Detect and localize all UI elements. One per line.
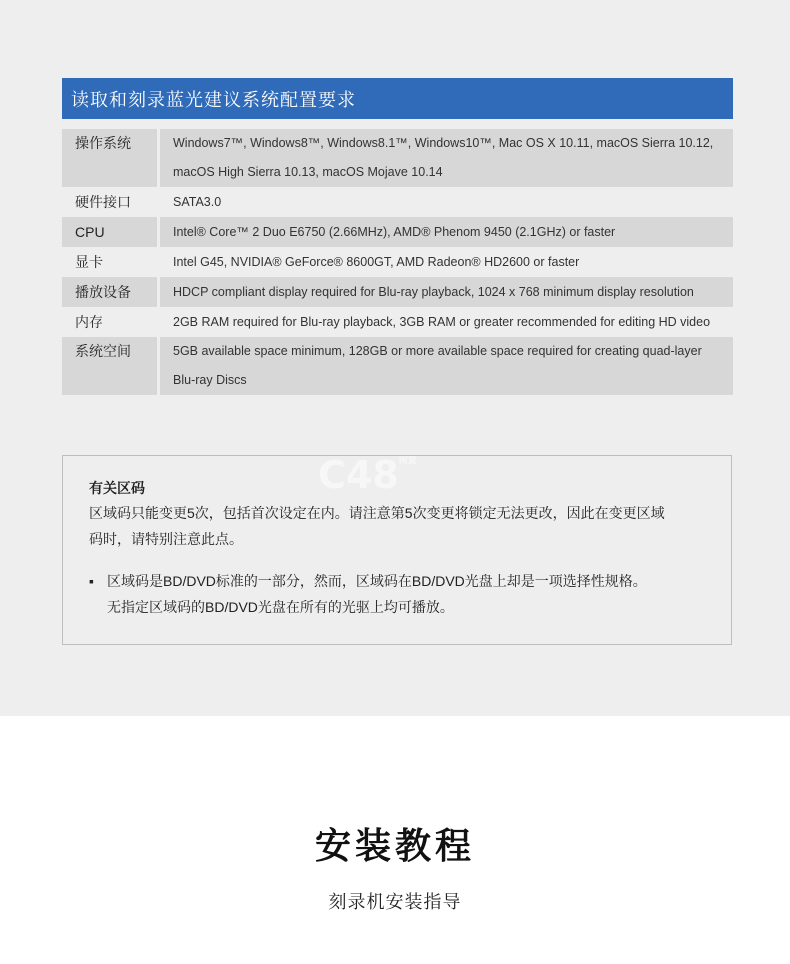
row-key: 播放设备: [62, 277, 159, 307]
notice-body-line: 区域码只能变更5次，包括首次设定在内。请注意第5次变更将锁定无法更改，因此在变更区域: [89, 505, 665, 521]
notice-heading: 有关区码: [89, 480, 145, 496]
row-value: [159, 217, 734, 247]
row-value-line: SATA3.0: [173, 195, 222, 209]
region-code-notice: [62, 455, 732, 645]
row-value: [159, 307, 734, 337]
row-value: [159, 129, 734, 187]
row-key: 硬件接口: [62, 187, 159, 217]
table-row: [62, 247, 733, 277]
row-value: [159, 247, 734, 277]
table-row: [62, 277, 733, 307]
section-subtitle: 刻录机安装指导: [328, 892, 462, 912]
row-value-line: Intel G45, NVIDIA® GeForce® 8600GT, AMD Radeon® HD2600 or faster: [173, 255, 580, 269]
table-row: [62, 337, 733, 395]
spec-table: [62, 129, 733, 395]
row-key: 系统空间: [62, 337, 159, 395]
row-value: [159, 187, 734, 217]
row-value-line: HDCP compliant display required for Blu-ray playback, 1024 x 768 minimum display resolution: [173, 285, 694, 299]
row-key: CPU: [62, 217, 159, 247]
table-row: [62, 217, 733, 247]
section-title: 安装教程: [314, 826, 475, 867]
table-row: [62, 187, 733, 217]
row-value-line: 5GB available space minimum, 128GB or more available space required for creating quad-layer: [173, 344, 702, 358]
notice-body-line: 码时，请特别注意此点。: [89, 531, 243, 547]
watermark-small: 闲置: [398, 456, 417, 466]
bullet-line: 无指定区域码的BD/DVD光盘在所有的光驱上均可播放。: [107, 599, 454, 615]
row-value-line: Blu-ray Discs: [173, 373, 247, 387]
table-row: [62, 307, 733, 337]
bullet-line: 区域码是BD/DVD标准的一部分，然而，区域码在BD/DVD光盘上却是一项选择性规格。: [107, 573, 647, 589]
notice-bullet: [89, 568, 705, 620]
watermark-text: C48: [318, 453, 399, 497]
row-key: 显卡: [62, 247, 159, 277]
row-value-line: Windows7™, Windows8™, Windows8.1™, Windows10™, Mac OS X 10.11, macOS Sierra 10.12,: [173, 136, 714, 150]
row-value: [159, 277, 734, 307]
table-row: [62, 129, 733, 187]
notice-body: [89, 500, 705, 552]
row-value: [159, 337, 734, 395]
spec-title: 读取和刻录蓝光建议系统配置要求: [62, 78, 733, 119]
row-key: 操作系统: [62, 129, 159, 187]
row-value-line: Intel® Core™ 2 Duo E6750 (2.66MHz), AMD® Phenom 9450 (2.1GHz) or faster: [173, 225, 616, 239]
row-key: 内存: [62, 307, 159, 337]
row-value-line: 2GB RAM required for Blu-ray playback, 3GB RAM or greater recommended for editing HD video: [173, 315, 711, 329]
row-value-line: macOS High Sierra 10.13, macOS Mojave 10.14: [173, 165, 443, 179]
bullet-marker: ▪: [89, 573, 94, 589]
